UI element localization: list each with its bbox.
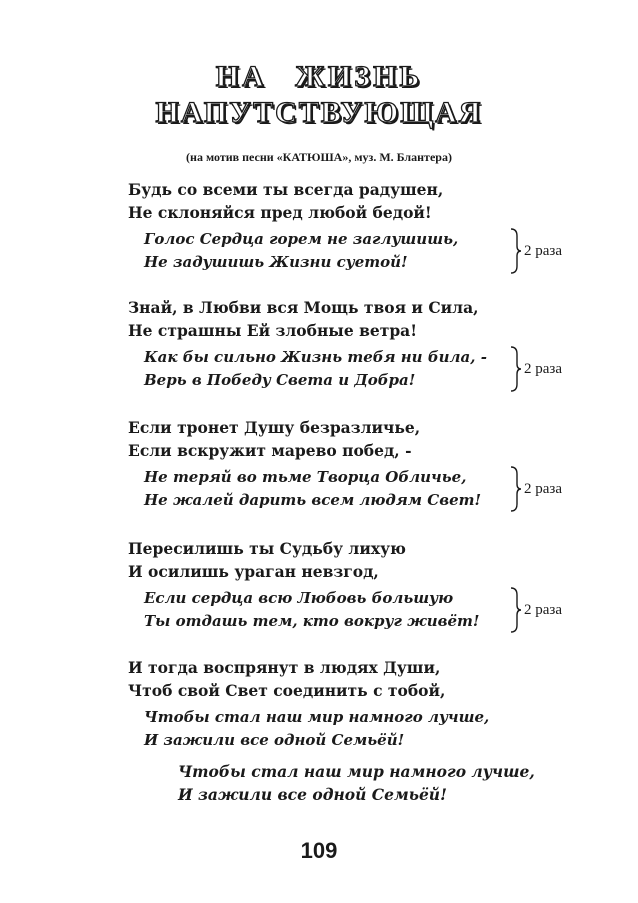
verse-line: Не склоняйся пред любой бедой!: [128, 203, 432, 222]
refrain: [128, 706, 608, 752]
refrain-line: Не задушишь Жизни суетой!: [144, 253, 408, 271]
repeat-marker: 2 раза: [524, 481, 562, 497]
right-brace-icon: [508, 228, 522, 274]
final-refrain: [178, 760, 535, 806]
verse-line: Пересилишь ты Судьбу лихую: [128, 539, 406, 558]
refrain-line: Голос Сердца горем не заглушишь,: [144, 230, 459, 248]
refrain: [128, 587, 608, 633]
right-brace-icon: [508, 587, 522, 633]
verse-line: Не страшны Ей злобные ветра!: [128, 321, 418, 340]
refrain-line: Не теряй во тьме Творца Обличье,: [144, 468, 467, 486]
page-title-line-2: НАПУТСТВУЮЩАЯ: [155, 96, 483, 129]
page-title-line-1: НА ЖИЗНЬ: [215, 60, 423, 93]
refrain-line: Как бы сильно Жизнь тебя ни била, -: [144, 348, 487, 366]
refrain: [128, 346, 608, 392]
verse-4: [128, 537, 608, 633]
verse-line: И осилишь ураган невзгод,: [128, 562, 379, 581]
subtitle: (на мотив песни «КАТЮША», муз. М. Блантера): [186, 150, 452, 164]
verse-1: [128, 178, 608, 274]
verse-2: [128, 296, 608, 392]
verse-line: Если вскружит марево побед, -: [128, 441, 412, 460]
right-brace-icon: [508, 466, 522, 512]
refrain-line: Верь в Победу Света и Добра!: [144, 371, 416, 389]
final-refrain-line: И зажили все одной Семьёй!: [178, 785, 447, 804]
refrain-line: Если сердца всю Любовь большую: [144, 589, 454, 607]
refrain-line: Чтобы стал наш мир намного лучше,: [144, 708, 490, 726]
refrain: [128, 466, 608, 512]
right-brace-icon: [508, 346, 522, 392]
verse-line: Знай, в Любви вся Мощь твоя и Сила,: [128, 298, 479, 317]
page-number: 109: [300, 838, 338, 863]
refrain-line: Ты отдашь тем, кто вокруг живёт!: [144, 612, 480, 630]
final-refrain-line: Чтобы стал наш мир намного лучше,: [178, 762, 535, 781]
repeat-marker: 2 раза: [524, 243, 562, 259]
repeat-marker: 2 раза: [524, 361, 562, 377]
verse-line: И тогда воспрянут в людях Души,: [128, 658, 441, 677]
verse-line: Будь со всеми ты всегда радушен,: [128, 180, 444, 199]
verse-line: Чтоб свой Свет соединить с тобой,: [128, 681, 446, 700]
refrain: [128, 228, 608, 274]
refrain-line: И зажили все одной Семьёй!: [144, 731, 405, 749]
verse-line: Если тронет Душу безразличье,: [128, 418, 421, 437]
refrain-line: Не жалей дарить всем людям Свет!: [144, 491, 482, 509]
verse-3: [128, 416, 608, 512]
repeat-marker: 2 раза: [524, 602, 562, 618]
verse-5: [128, 656, 608, 752]
